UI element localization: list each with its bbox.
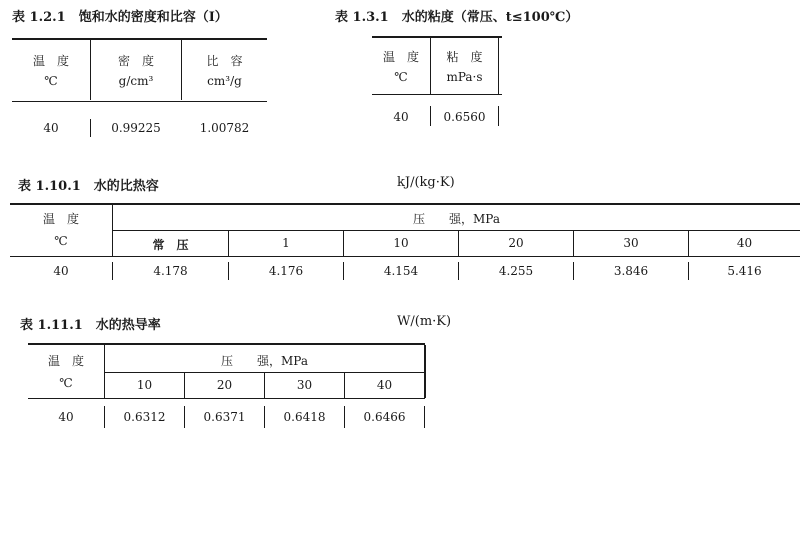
header-specific-volume-unit: cm³/g [207, 74, 242, 88]
header-mid-rule [112, 230, 800, 231]
table-header-rule [10, 256, 800, 257]
table-header-rule [28, 398, 425, 399]
cell-value: 4.178 [153, 264, 188, 278]
table-1-2-1-title: 表 1.2.1 饱和水的密度和比容（Ⅰ） [12, 10, 228, 25]
cell-viscosity: 0.6560 [443, 110, 486, 124]
cell-temperature: 40 [43, 121, 59, 135]
table-header-rule [372, 94, 502, 95]
header-temperature: 温 度 [382, 50, 419, 64]
table-top-rule [28, 343, 425, 345]
header-temperature-unit: ℃ [54, 234, 68, 248]
table-1-10-1-unit: kJ/(kg·K) [397, 175, 455, 190]
header-density-unit: g/cm³ [118, 74, 154, 88]
header-pressure-30: 30 [296, 378, 313, 392]
cell-value: 0.6312 [123, 410, 166, 424]
table-1-11-1-title: 表 1.11.1 水的热导率 [20, 318, 161, 333]
cell-value: 5.416 [727, 264, 762, 278]
header-temperature: 温 度 [47, 354, 84, 368]
header-temperature: 温 度 [32, 54, 69, 68]
header-pressure-10: 10 [393, 236, 409, 250]
cell-value: 0.6466 [363, 410, 406, 424]
header-viscosity: 粘 度 [446, 50, 483, 64]
header-temperature: 温 度 [42, 212, 79, 226]
table-1-3-1-title: 表 1.3.1 水的粘度（常压、t≤100℃） [335, 10, 579, 25]
header-specific-volume: 比 容 [206, 54, 243, 68]
table-header-rule [12, 101, 267, 102]
header-temperature-unit: ℃ [59, 376, 73, 390]
header-pressure: 压 强，MPa [221, 354, 308, 368]
header-pressure-10: 10 [136, 378, 153, 392]
header-pressure-30: 30 [623, 236, 639, 250]
cell-value: 4.176 [268, 264, 304, 278]
table-right-border [498, 38, 499, 94]
header-density: 密 度 [117, 54, 154, 68]
header-temperature-unit: ℃ [394, 70, 408, 84]
cell-specific-volume: 1.00782 [199, 121, 250, 135]
column-divider [90, 40, 91, 100]
table-top-rule [10, 203, 800, 205]
cell-value: 3.846 [613, 264, 649, 278]
header-pressure-40: 40 [736, 236, 753, 250]
table-right-border [498, 106, 499, 126]
cell-value: 4.154 [383, 264, 419, 278]
table-right-border [424, 406, 425, 428]
table-1-11-1-unit: W/(m·K) [397, 314, 452, 329]
header-pressure-atm: 常 压 [152, 238, 189, 252]
cell-density: 0.99225 [111, 121, 161, 135]
header-pressure-20: 20 [216, 378, 233, 392]
header-pressure-40: 40 [376, 378, 393, 392]
table-right-border [424, 345, 426, 398]
header-viscosity-unit: mPa·s [446, 70, 483, 84]
cell-temperature: 40 [393, 110, 409, 124]
header-pressure-20: 20 [508, 236, 524, 250]
cell-value: 4.255 [498, 264, 534, 278]
header-temperature-unit: ℃ [44, 74, 58, 88]
table-top-rule [12, 38, 267, 40]
cell-value: 0.6371 [203, 410, 246, 424]
table-1-10-1-title: 表 1.10.1 水的比热容 [18, 179, 159, 194]
header-pressure-1: 1 [282, 236, 290, 250]
column-divider [430, 38, 431, 94]
cell-temperature: 40 [58, 410, 74, 424]
table-top-rule [372, 36, 502, 38]
header-pressure: 压 强，MPa [413, 212, 500, 226]
column-divider [181, 40, 182, 100]
cell-temperature: 40 [53, 264, 69, 278]
cell-value: 0.6418 [283, 410, 326, 424]
